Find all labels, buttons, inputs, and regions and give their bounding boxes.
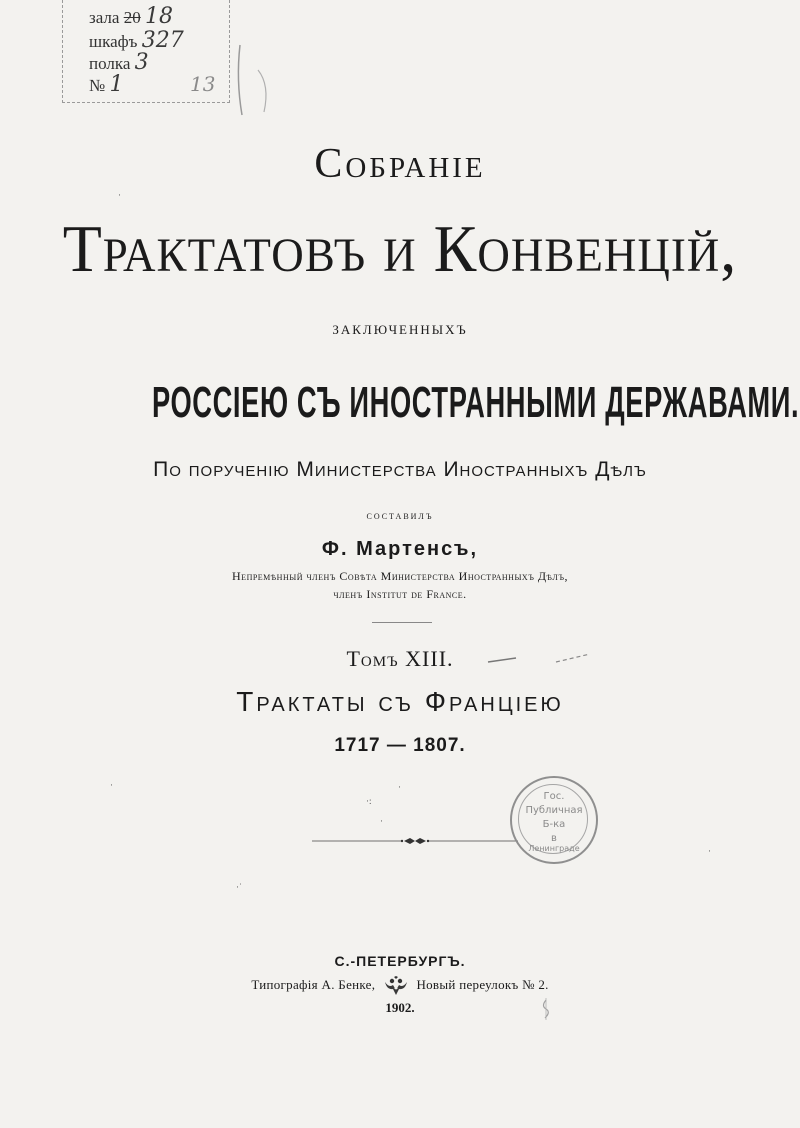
cabinet-number: 327 [141,28,184,53]
hall-number: 18 [144,4,173,29]
shelf-number: 3 [134,50,149,75]
item-number: 1 [109,72,124,97]
author-role-1: Непремѣнный членъ Совѣта Министерства Иностранныхъ Дѣлъ, [232,569,568,583]
printer-name: Типографія А. Бенке, [251,976,376,992]
shelf-row-hall [89,4,173,29]
paper-speck: · [110,780,113,790]
double-headed-eagle-icon [383,976,409,996]
commission-line: По порученію Министерства Иностранныхъ Дѣлъ [153,458,647,481]
title-line1: Собраніе [314,141,486,187]
stamp-line-1: Гос. [543,791,565,802]
hall-struck-number: 20 [123,8,141,27]
imprint-year: 1902. [385,1000,415,1015]
volume-years: 1717 — 1807. [334,735,466,756]
cabinet-label: шкафъ [89,32,138,51]
compiled-by: составилъ [366,508,434,522]
pencil-dash-marks [486,650,596,670]
shelf-row-number [89,72,123,97]
imprint-city: С.-ПЕТЕРБУРГЪ. [334,953,466,969]
stamp-line-4: в [551,833,557,844]
paper-speck: ·˙ [236,882,242,892]
printer-address: Новый переулокъ № 2. [416,976,549,992]
stamp-line-5: Ленинграде [528,844,580,853]
pencil-stroke [230,40,280,120]
pencil-scribble [538,998,554,1020]
paper-speck: ·: [366,796,372,806]
title-line2: Трактатовъ и Конвенцій, [62,211,738,286]
paper-speck: · [380,816,383,826]
russia-line: РОССІЕЮ СЪ ИНОСТРАННЫМИ ДЕРЖАВАМИ. [152,378,800,427]
stamp-line-2: Публичная [525,805,583,816]
volume-subtitle: Трактаты съ Франціею [236,686,564,717]
pencil-side-note: 13 [190,72,216,96]
stamp-line-3: Б-ка [542,819,566,830]
concluded-line: заключенныхъ [332,318,468,338]
paper-speck: · [118,190,121,200]
author-name: Ф. Мартенсъ, [321,538,479,560]
paper-speck: · [708,846,711,856]
author-role-2: членъ Institut de France. [333,587,467,601]
number-label: № [89,76,106,95]
hall-label: зала [89,8,120,27]
paper-speck: · [398,782,401,792]
library-stamp-text [512,790,596,846]
imprint-printer [0,976,800,996]
volume-label: Томъ XIII. [346,646,454,671]
ornament-rule [312,836,518,846]
shelf-label-text: полка [89,54,131,73]
divider-rule [372,622,432,623]
library-stamp [510,776,598,864]
